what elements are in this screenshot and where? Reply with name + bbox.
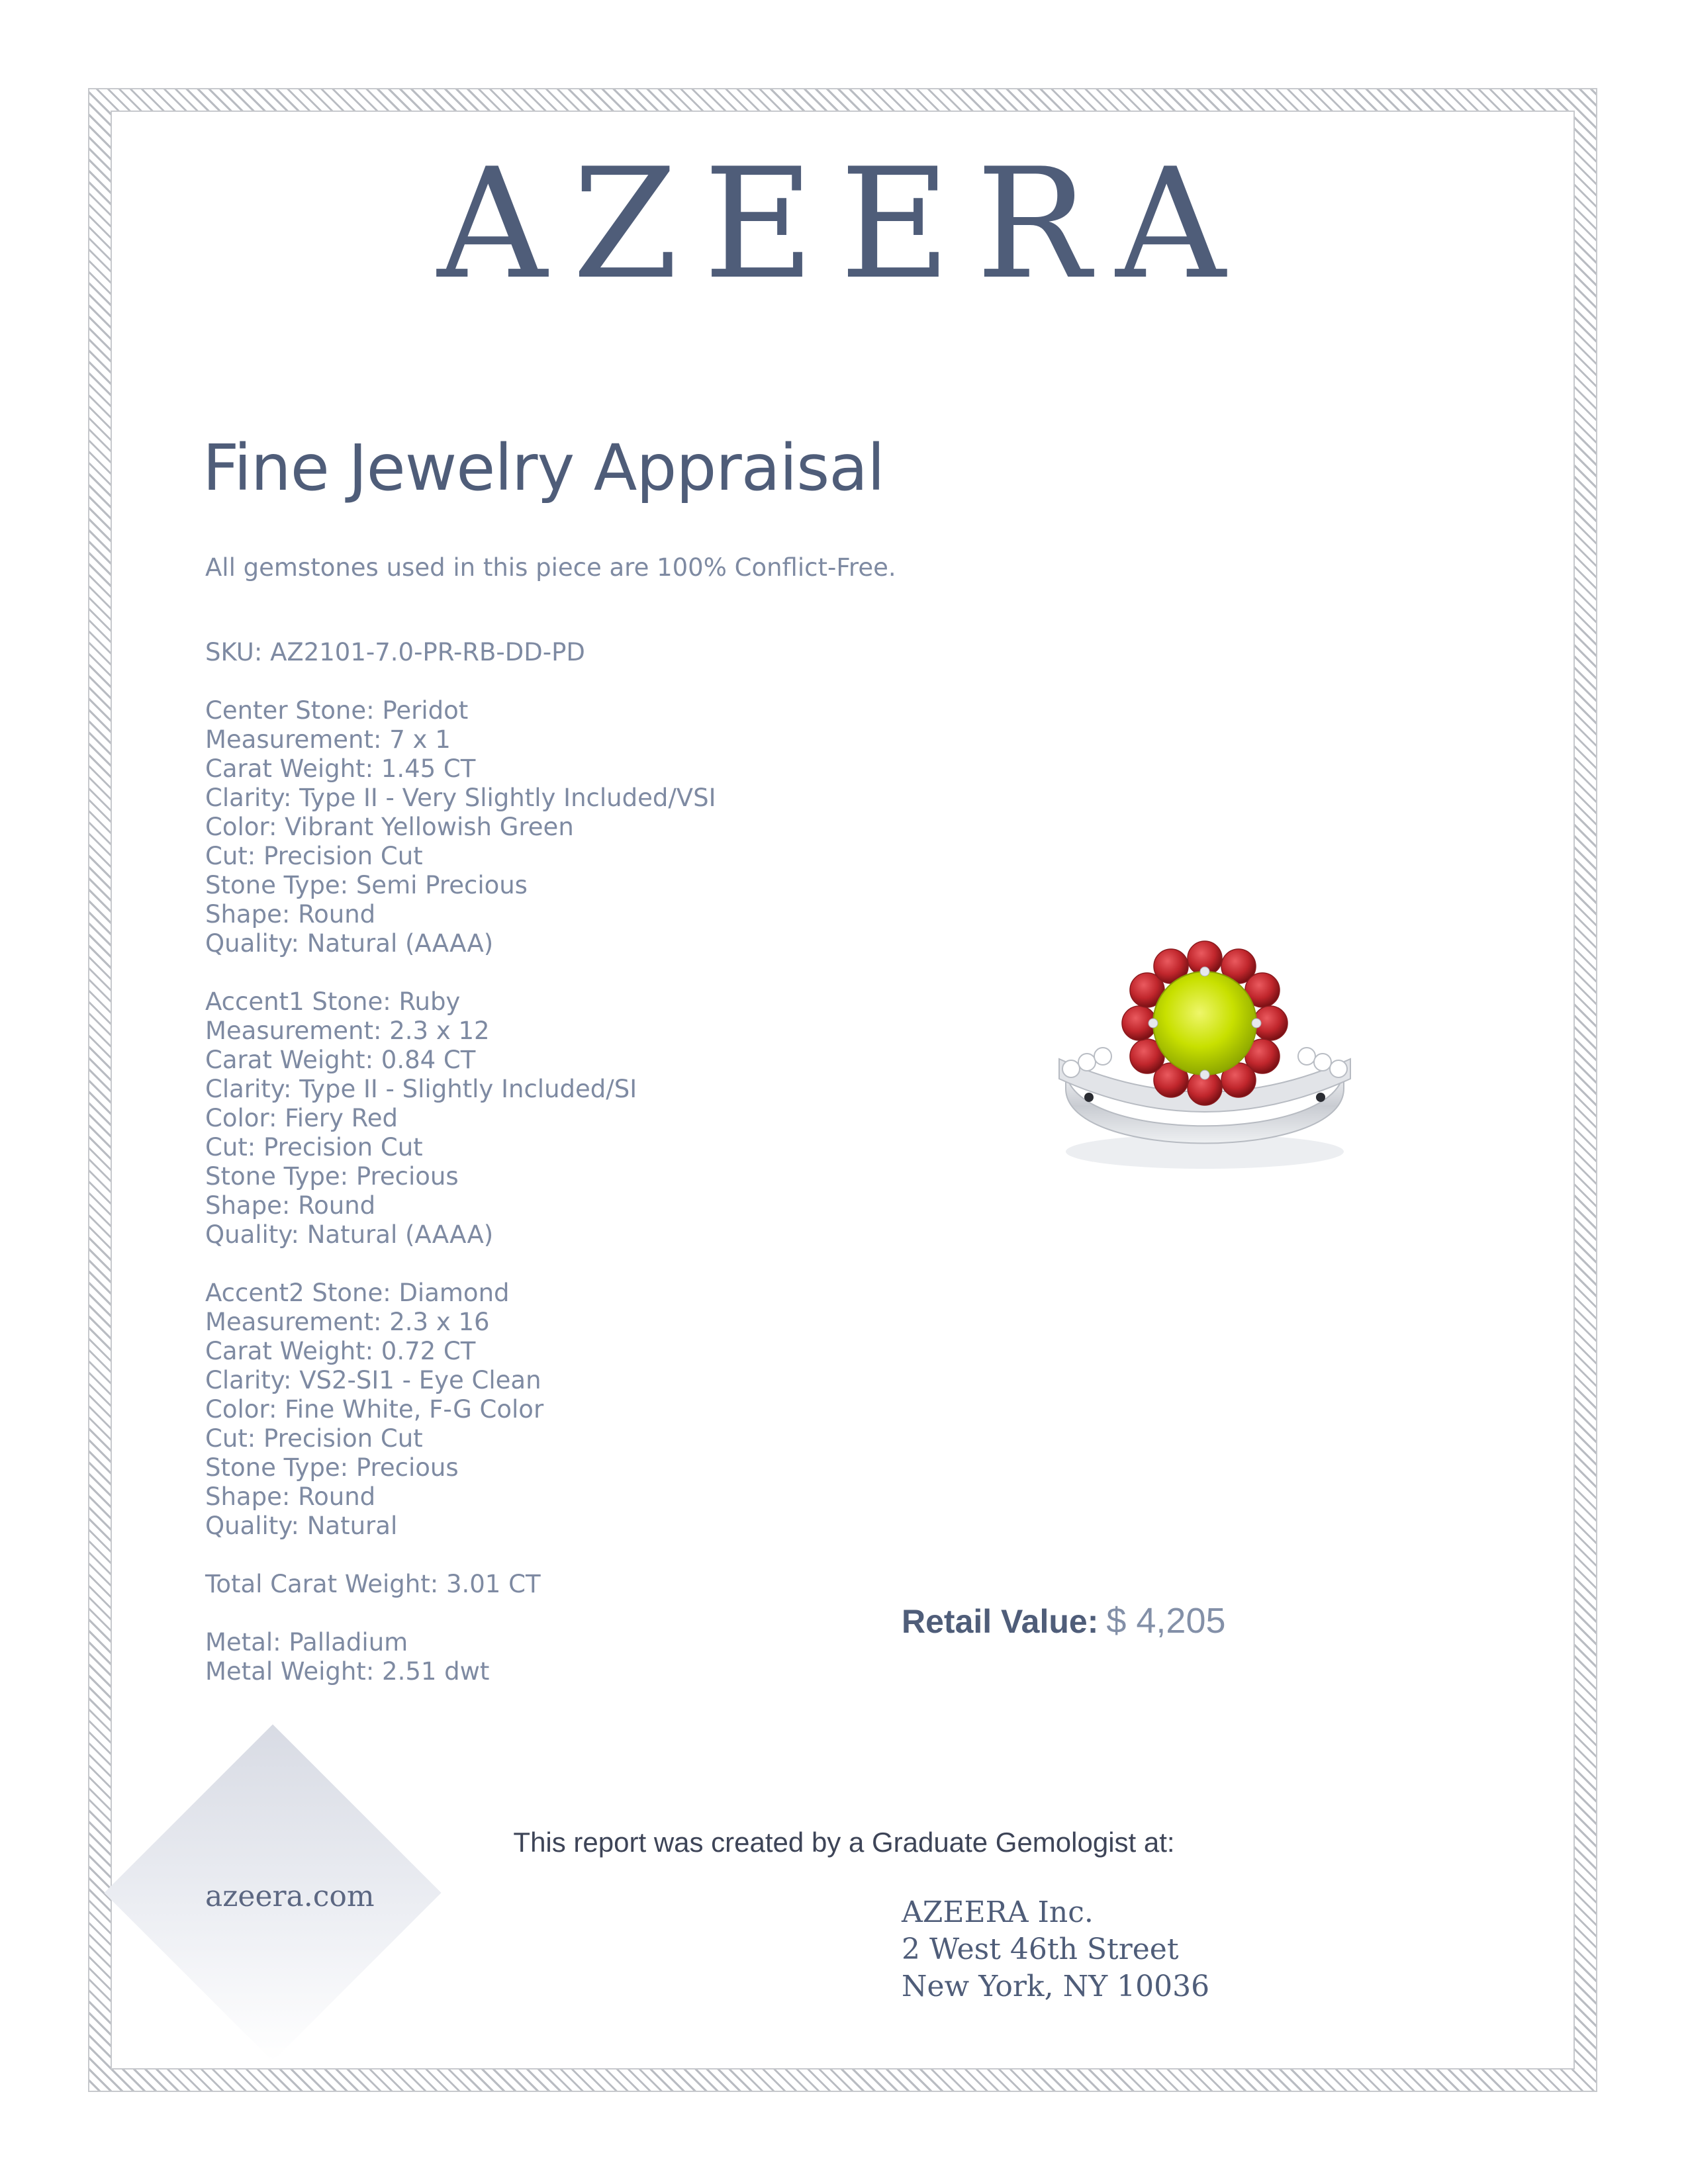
- retail-value-label: Retail Value:: [902, 1603, 1099, 1640]
- detail-line: Measurement: 7 x 1: [205, 725, 451, 754]
- accent1-block: [205, 987, 1000, 1250]
- detail-line: Carat Weight: 0.72 CT: [205, 1337, 476, 1365]
- detail-line: Color: Vibrant Yellowish Green: [205, 813, 574, 841]
- detail-line: Clarity: Type II - Very Slightly Included/VSI: [205, 784, 716, 812]
- address-line: 2 West 46th Street: [902, 1933, 1179, 1966]
- detail-line: Cut: Precision Cut: [205, 1133, 423, 1161]
- detail-line: Quality: Natural (AAAA): [205, 1220, 494, 1249]
- address-line: AZEERA Inc.: [902, 1895, 1094, 1929]
- accent2-block: [205, 1279, 1000, 1541]
- detail-line: Measurement: 2.3 x 16: [205, 1308, 490, 1336]
- detail-line: Cut: Precision Cut: [205, 842, 423, 870]
- report-note: This report was created by a Graduate Gemologist at:: [513, 1827, 1175, 1858]
- appraisal-details: [205, 553, 1000, 1686]
- detail-line: Shape: Round: [205, 900, 376, 929]
- retail-value-amount: $ 4,205: [1106, 1601, 1226, 1641]
- detail-line: Stone Type: Precious: [205, 1162, 459, 1191]
- detail-line: Shape: Round: [205, 1482, 376, 1511]
- company-address: [902, 1894, 1209, 2005]
- total-carat-weight: Total Carat Weight: 3.01 CT: [205, 1570, 541, 1598]
- detail-line: Clarity: VS2-SI1 - Eye Clean: [205, 1366, 541, 1394]
- detail-line: Shape: Round: [205, 1191, 376, 1220]
- detail-line: Carat Weight: 0.84 CT: [205, 1046, 476, 1074]
- address-line: New York, NY 10036: [902, 1970, 1210, 2003]
- metal-line: Metal: Palladium: [205, 1628, 408, 1657]
- website-link[interactable]: azeera.com: [205, 1880, 375, 1913]
- retail-value: [902, 1600, 1226, 1641]
- detail-line: Center Stone: Peridot: [205, 696, 469, 725]
- detail-line: Accent2 Stone: Diamond: [205, 1279, 510, 1307]
- center-stone-block: [205, 696, 1000, 958]
- detail-line: Accent1 Stone: Ruby: [205, 987, 461, 1016]
- conflict-free-note: All gemstones used in this piece are 100% Conflict-Free.: [205, 553, 896, 582]
- detail-line: Carat Weight: 1.45 CT: [205, 754, 476, 783]
- brand-logo: AZEERA: [437, 136, 1251, 313]
- page-title: Fine Jewelry Appraisal: [203, 431, 884, 505]
- metal-weight-line: Metal Weight: 2.51 dwt: [205, 1657, 490, 1686]
- detail-line: Cut: Precision Cut: [205, 1424, 423, 1453]
- detail-line: Color: Fine White, F-G Color: [205, 1395, 544, 1424]
- ring-image: [1039, 927, 1370, 1191]
- detail-line: Color: Fiery Red: [205, 1104, 398, 1132]
- sku-line: SKU: AZ2101-7.0-PR-RB-DD-PD: [205, 638, 585, 666]
- detail-line: Clarity: Type II - Slightly Included/SI: [205, 1075, 637, 1103]
- detail-line: Quality: Natural: [205, 1512, 398, 1540]
- detail-line: Quality: Natural (AAAA): [205, 929, 494, 958]
- detail-line: Stone Type: Semi Precious: [205, 871, 528, 899]
- detail-line: Measurement: 2.3 x 12: [205, 1017, 490, 1045]
- detail-line: Stone Type: Precious: [205, 1453, 459, 1482]
